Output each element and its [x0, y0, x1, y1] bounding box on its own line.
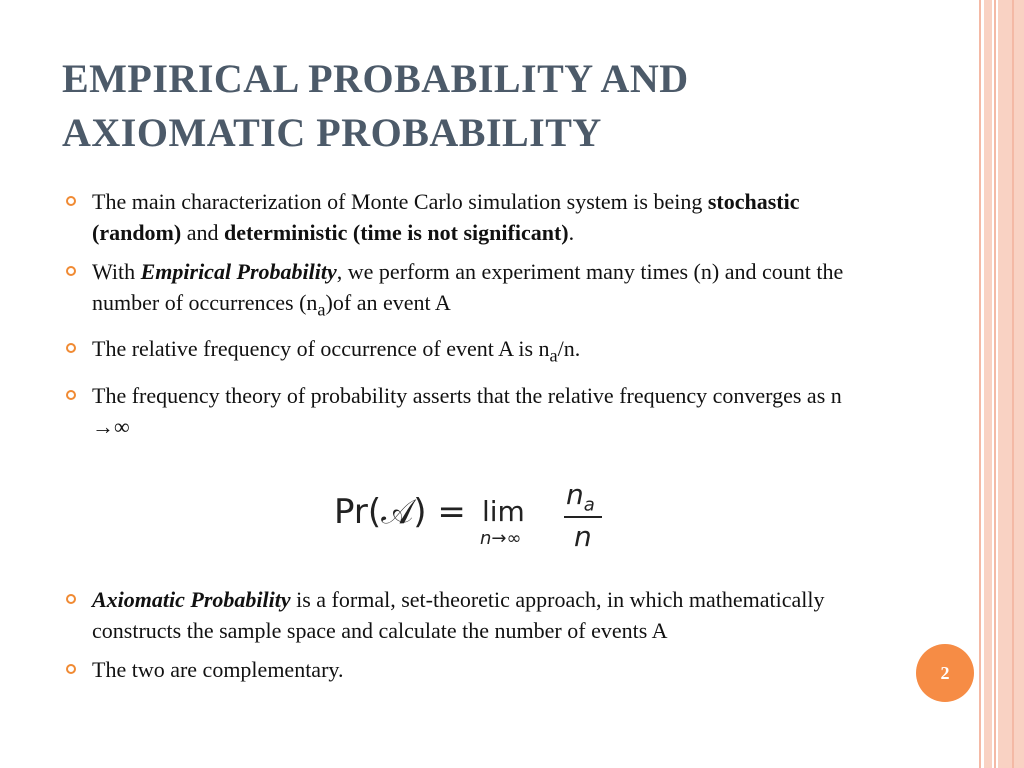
bullet-item-axiomatic: Axiomatic Probability is a formal, set-theoretic approach, in which mathematically constructs the sample space and calculate the number of events A [66, 584, 876, 646]
bullet-item-empirical: With Empirical Probability, we perform an experiment many times (n) and count the number of occurrences $(n_a)of$ an event A [66, 256, 876, 325]
bullet-item-relative-frequency: The relative frequency of occurrence of event A is $n_a/n$. [66, 333, 876, 371]
bold-term-stochastic: stochastic (random) [92, 189, 800, 245]
bullet-circle-icon [66, 594, 76, 604]
term-empirical-probability: Empirical Probability [140, 259, 337, 284]
bullet-circle-icon [66, 343, 76, 353]
decorative-stripe [994, 0, 996, 768]
bullet-circle-icon [66, 196, 76, 206]
bullet-item-characterization: The main characterization of Monte Carlo simulation system is being stochastic (random) and deterministic (time is not significant). [66, 186, 876, 248]
slide-title [62, 52, 942, 160]
bullet-list [66, 186, 876, 450]
formula-lim: lim [482, 495, 525, 528]
term-axiomatic-probability: Axiomatic Probability [92, 587, 291, 612]
decorative-stripe [998, 0, 1024, 768]
bold-term-deterministic: deterministic (time is not significant) [223, 220, 569, 245]
bullet-item-frequency-theory: The frequency theory of probability asserts that the relative frequency converges as n →∞ [66, 380, 876, 442]
page-number-badge: 2 [916, 644, 974, 702]
title-line-1: EMPIRICAL PROBABILITY AND [62, 56, 689, 101]
formula-denominator: n [574, 520, 592, 553]
bullet-item-complementary: The two are complementary. [66, 654, 876, 685]
decorative-stripe [984, 0, 992, 768]
bullet-circle-icon [66, 266, 76, 276]
bullet-circle-icon [66, 664, 76, 674]
bullet-list-2 [66, 584, 876, 693]
decorative-stripe [979, 0, 981, 768]
fraction-bar [564, 516, 602, 518]
decorative-stripe [1012, 0, 1014, 768]
formula-lim-subscript: n→∞ [480, 528, 522, 549]
bullet-circle-icon [66, 390, 76, 400]
title-line-2: AXIOMATIC PROBABILITY [62, 110, 602, 155]
probability-limit-formula [332, 476, 632, 558]
formula-lhs: Pr(𝒜) = [334, 492, 466, 532]
formula-numerator: $n_a$ [566, 478, 595, 516]
